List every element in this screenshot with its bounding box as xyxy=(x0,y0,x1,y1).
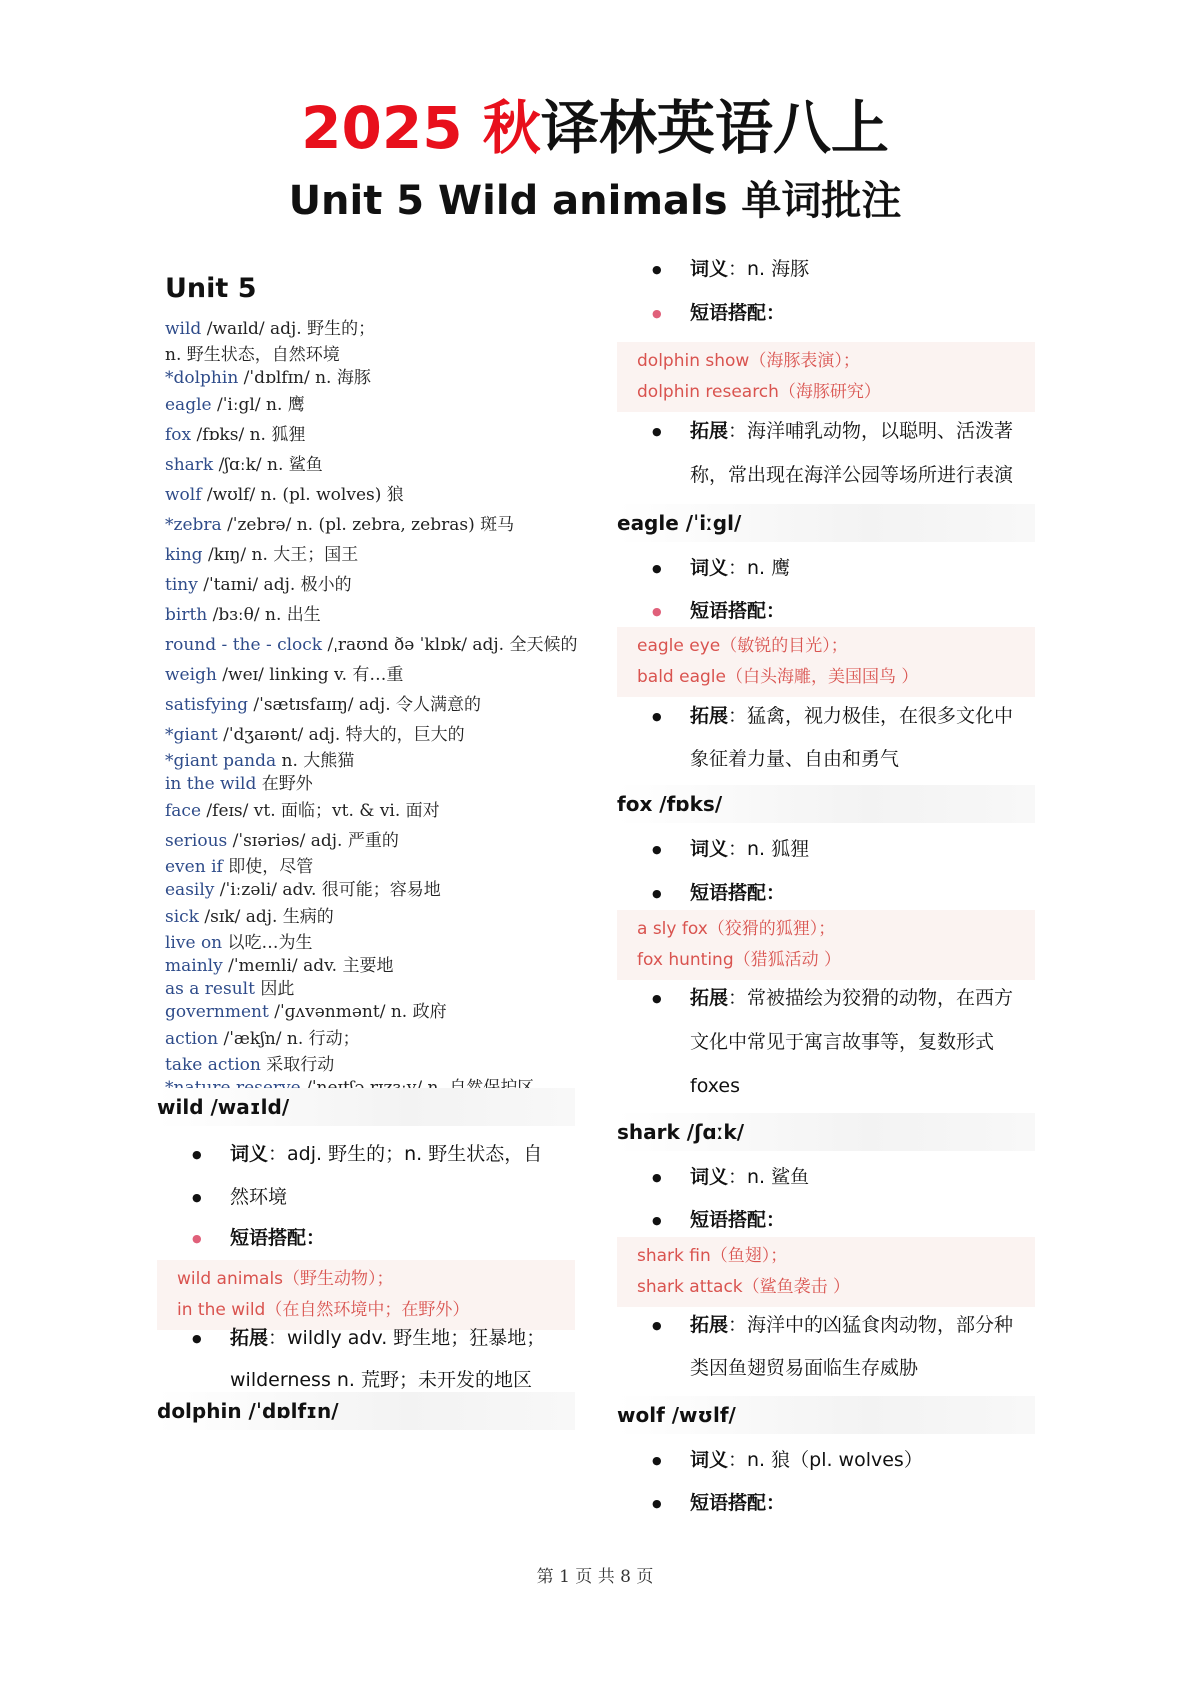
vocab-line xyxy=(165,902,605,932)
vocab-def: 在野外 xyxy=(256,774,313,794)
vocab-line xyxy=(165,826,605,856)
vocab-def: /feɪs/ vt. 面临；vt. & vi. 面对 xyxy=(201,801,440,821)
vocab-line xyxy=(165,796,605,826)
vocab-def: n. 野生状态，自然环境 xyxy=(165,345,340,365)
page-title xyxy=(0,92,1190,164)
vocab-def: /ˈiːgl/ n. 鹰 xyxy=(211,395,305,415)
vocab-def: /wʊlf/ n. (pl. wolves) 狼 xyxy=(201,485,404,505)
phrases-shark xyxy=(617,1237,1035,1307)
vocab-def: /ˈsætɪsfaɪɪŋ/ adj. 令人满意的 xyxy=(248,695,482,715)
vocab-line xyxy=(165,1024,605,1054)
vocab-word: *giant panda xyxy=(165,751,277,771)
phrase-item: in the wild（在自然环境中；在野外） xyxy=(177,1300,470,1320)
entry-word-dolphin: dolphin /ˈdɒlfɪn/ xyxy=(157,1392,575,1430)
vocab-def: /waɪld/ adj. 野生的； xyxy=(201,319,376,339)
vocab-def: /ˈsɪəriəs/ adj. 严重的 xyxy=(227,831,399,851)
vocab-word: as a result xyxy=(165,979,255,999)
title-autumn: 秋 xyxy=(482,94,541,162)
vocab-word: satisfying xyxy=(165,695,249,715)
meaning-shark: ● 词义：n. 鲨鱼 xyxy=(617,1156,1040,1199)
vocab-line xyxy=(165,660,605,690)
vocab-def: /bɜːθ/ n. 出生 xyxy=(207,605,321,625)
meaning-dolphin: ● 词义：n. 海豚 xyxy=(617,248,1040,291)
vocab-word: action xyxy=(165,1029,219,1049)
phrase-item: bald eagle（白头海雕，美国国鸟 ） xyxy=(637,667,919,687)
vocab-word: easily xyxy=(165,880,215,900)
vocab-word: birth xyxy=(165,605,208,625)
entry-word-shark: shark /ʃɑːk/ xyxy=(617,1113,1035,1151)
ext-eagle: ● 拓展：猛禽，视力极佳，在很多文化中 xyxy=(617,695,1040,738)
phrases-fox xyxy=(617,910,1035,980)
ext-fox-cont: 文化中常见于寓言故事等，复数形式 xyxy=(690,1031,995,1053)
vocab-def: /weɪ/ linking v. 有…重 xyxy=(216,665,404,685)
ext-dolphin-cont: 称，常出现在海洋公园等场所进行表演 xyxy=(690,464,1014,486)
phrases-eagle xyxy=(617,627,1035,697)
phrase-item: a sly fox（狡猾的狐狸）； xyxy=(637,919,836,939)
vocab-heading: Unit 5 xyxy=(165,273,257,304)
vocab-word: eagle xyxy=(165,395,212,415)
ext-eagle-cont: 象征着力量、自由和勇气 xyxy=(690,748,900,770)
vocab-def: /ˈdɒlfɪn/ n. 海豚 xyxy=(238,368,371,388)
vocab-word: *zebra xyxy=(165,515,222,535)
vocab-word: *dolphin xyxy=(165,368,239,388)
page-subtitle: Unit 5 Wild animals 单词批注 xyxy=(288,178,902,224)
vocab-word: king xyxy=(165,545,203,565)
meaning-eagle: ● 词义：n. 鹰 xyxy=(617,547,1040,590)
meaning-fox: ● 词义：n. 狐狸 xyxy=(617,828,1040,871)
ext-shark-cont: 类因鱼翅贸易面临生存威胁 xyxy=(690,1357,919,1379)
entry-word-eagle: eagle /ˈiːgl/ xyxy=(617,504,1035,542)
phrase-item: dolphin show（海豚表演）； xyxy=(637,351,860,371)
vocab-word: fox xyxy=(165,425,192,445)
phrase-item: wild animals（野生动物）； xyxy=(177,1269,394,1289)
vocab-word: serious xyxy=(165,831,228,851)
vocab-line xyxy=(165,420,605,450)
phrase-label-dolphin: ● 短语搭配： xyxy=(617,292,1040,335)
phrase-label-eagle: ● 短语搭配： xyxy=(617,590,1040,633)
ext-wild-cont: wilderness n. 荒野；未开发的地区 xyxy=(230,1369,533,1391)
phrase-label-shark: ● 短语搭配： xyxy=(617,1199,1040,1242)
vocab-word: mainly xyxy=(165,956,223,976)
vocab-def: /ʃɑːk/ n. 鲨鱼 xyxy=(213,455,323,475)
ext-fox: ● 拓展：常被描绘为狡猾的动物，在西方 xyxy=(617,977,1040,1020)
entry-word-fox: fox /fɒks/ xyxy=(617,785,1035,823)
phrase-item: dolphin research（海豚研究） xyxy=(637,382,881,402)
vocab-def: /ˈɡʌvənmənt/ n. 政府 xyxy=(268,1002,447,1022)
vocab-word: even if xyxy=(165,857,223,877)
vocab-word: take action xyxy=(165,1055,261,1075)
vocab-word: live on xyxy=(165,933,223,953)
vocab-line xyxy=(165,314,605,344)
vocab-word: wild xyxy=(165,319,202,339)
vocab-word: tiny xyxy=(165,575,198,595)
vocab-line xyxy=(165,856,605,879)
vocab-line xyxy=(165,450,605,480)
vocab-line xyxy=(165,978,605,1001)
vocab-line xyxy=(165,932,605,955)
vocab-line xyxy=(165,540,605,570)
phrase-item: shark attack（鲨鱼袭击 ） xyxy=(637,1277,851,1297)
ext-shark: ● 拓展：海洋中的凶猛食肉动物，部分种 xyxy=(617,1304,1040,1347)
vocab-def: 即使，尽管 xyxy=(222,857,314,877)
vocab-def: /kɪŋ/ n. 大王；国王 xyxy=(202,545,359,565)
phrase-label-wolf: ● 短语搭配： xyxy=(617,1482,1040,1525)
title-year: 2025 xyxy=(301,94,463,162)
vocab-def: /ˈækʃn/ n. 行动； xyxy=(218,1029,360,1049)
phrase-item: fox hunting（猎狐活动 ） xyxy=(637,950,842,970)
vocab-word: round - the - clock xyxy=(165,635,323,655)
vocab-word: government xyxy=(165,1002,269,1022)
phrases-dolphin xyxy=(617,342,1035,412)
vocab-word: face xyxy=(165,801,202,821)
vocab-word: wolf xyxy=(165,485,202,505)
vocab-line xyxy=(165,773,605,796)
meaning-wild: ● 词义：adj. 野生的；n. 野生状态，自 xyxy=(157,1133,580,1176)
vocab-def: /ˈtaɪni/ adj. 极小的 xyxy=(197,575,352,595)
vocab-word: weigh xyxy=(165,665,217,685)
vocab-def: /ˈdʒaɪənt/ adj. 特大的，巨大的 xyxy=(217,725,465,745)
page-footer: 第 1 页 共 8 页 xyxy=(536,1567,654,1587)
vocab-def: /ˈmeɪnli/ adv. 主要地 xyxy=(222,956,394,976)
vocab-word: shark xyxy=(165,455,214,475)
vocab-def: n. 大熊猫 xyxy=(276,751,355,771)
vocab-def: 采取行动 xyxy=(260,1055,335,1075)
meaning-wild-cont: ● 然环境 xyxy=(157,1176,580,1219)
entry-word-wolf: wolf /wʊlf/ xyxy=(617,1396,1035,1434)
vocabulary-list xyxy=(165,272,605,1100)
ext-dolphin: ● 拓展：海洋哺乳动物，以聪明、活泼著 xyxy=(617,410,1040,453)
vocab-line xyxy=(165,750,605,773)
vocab-line xyxy=(165,390,605,420)
ext-fox-cont2: foxes xyxy=(690,1075,740,1097)
vocab-line xyxy=(165,570,605,600)
vocab-line xyxy=(165,510,605,540)
vocab-def: /ˈiːzəli/ adv. 很可能；容易地 xyxy=(214,880,441,900)
phrase-label-fox: ● 短语搭配： xyxy=(617,872,1040,915)
vocab-def: /fɒks/ n. 狐狸 xyxy=(191,425,306,445)
vocab-def: /sɪk/ adj. 生病的 xyxy=(198,907,334,927)
vocab-def: 以吃…为生 xyxy=(222,933,313,953)
vocab-line xyxy=(165,1054,605,1077)
vocab-line xyxy=(165,955,605,978)
vocab-line xyxy=(165,1001,605,1024)
ext-wild: ● 拓展：wildly adv. 野生地；狂暴地； xyxy=(157,1317,580,1360)
vocab-def: /ˌraʊnd ðə ˈklɒk/ adj. 全天候的 xyxy=(322,635,578,655)
vocab-word: sick xyxy=(165,907,199,927)
phrase-item: shark fin（鱼翅）； xyxy=(637,1246,788,1266)
phrase-item: eagle eye（敏锐的目光）； xyxy=(637,636,848,656)
vocab-def: /ˈzebrə/ n. (pl. zebra, zebras) 斑马 xyxy=(221,515,515,535)
phrase-label-wild: ● 短语搭配： xyxy=(157,1217,580,1260)
entry-word-wild: wild /waɪld/ xyxy=(157,1088,575,1126)
vocab-def: 因此 xyxy=(254,979,295,999)
vocab-word: *giant xyxy=(165,725,218,745)
vocab-line xyxy=(165,690,605,720)
vocab-line xyxy=(165,879,605,902)
vocab-line xyxy=(165,720,605,750)
vocab-line xyxy=(165,630,605,660)
meaning-wolf: ● 词义：n. 狼（pl. wolves） xyxy=(617,1439,1040,1482)
vocab-line xyxy=(165,344,605,367)
vocab-line xyxy=(165,480,605,510)
vocab-word: in the wild xyxy=(165,774,257,794)
vocab-line xyxy=(165,367,605,390)
vocab-line xyxy=(165,600,605,630)
title-rest: 译林英语八上 xyxy=(540,94,889,162)
